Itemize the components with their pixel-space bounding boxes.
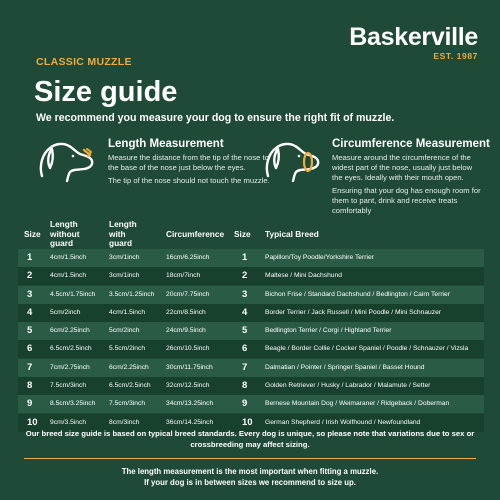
length-measurement-heading: Length Measurement	[108, 138, 224, 150]
breed-cell: Beagle / Border Collie / Cocker Spaniel / Poodle / Schnauzer / Vizsla	[265, 345, 469, 353]
circumference-cell: 18cm/7inch	[166, 272, 201, 280]
size-cell-2: 6	[242, 343, 248, 355]
header-size-2: Size	[234, 229, 251, 239]
circumference-measurement-heading: Circumference Measurement	[332, 138, 490, 150]
product-eyebrow: CLASSIC MUZZLE	[36, 56, 132, 68]
length-without-cell: 4.5cm/1.75inch	[50, 290, 96, 298]
header-circumference: Circumference	[166, 229, 225, 239]
size-cell-2: 3	[242, 288, 248, 300]
length-without-cell: 6cm/2.25inch	[50, 327, 90, 335]
table-row	[18, 267, 484, 285]
length-with-cell: 3cm/1inch	[109, 272, 140, 280]
header-typical-breed: Typical Breed	[265, 229, 319, 239]
length-with-cell: 5cm/2inch	[109, 327, 140, 335]
breed-cell: Bichon Frise / Standard Dachshund / Bedlington / Cairn Terrier	[265, 290, 450, 298]
length-without-cell: 4cm/1.5inch	[50, 272, 87, 280]
length-without-cell: 9cm/3.5inch	[50, 418, 87, 426]
fitting-tip	[20, 466, 480, 488]
size-cell: 7	[27, 361, 33, 373]
brand-name: Baskerville	[349, 23, 478, 51]
circumference-measurement-text: Measure around the circumference of the widest part of the nose, usually just below the eyes. Ideally with their mouth open.	[332, 153, 473, 182]
brand-logo	[349, 24, 478, 61]
table-row	[18, 304, 484, 322]
size-cell: 9	[27, 398, 33, 410]
fitting-tip-line-2: If your dog is in between sizes we recommend to size up.	[144, 478, 356, 487]
size-cell-2: 1	[242, 252, 248, 263]
breed-cell: Bedlington Terrier / Corgi / Highland Terrier	[265, 327, 392, 335]
circumference-cell: 32cm/12.5inch	[166, 382, 210, 390]
intro-text: We recommend you measure your dog to ensure the right fit of muzzle.	[36, 112, 395, 124]
length-without-cell: 6.5cm/2.5inch	[50, 345, 92, 353]
length-without-cell: 4cm/1.5inch	[50, 254, 87, 261]
table-row	[18, 286, 484, 304]
size-cell: 5	[27, 325, 33, 337]
length-without-cell: 5cm/2inch	[50, 308, 81, 316]
brand-established: EST. 1987	[433, 51, 478, 61]
table-row	[18, 395, 484, 413]
circumference-cell: 16cm/6.25inch	[166, 254, 210, 261]
length-with-cell: 3cm/1inch	[109, 254, 140, 261]
table-row	[18, 377, 484, 395]
size-cell-2: 4	[242, 306, 248, 318]
divider	[24, 458, 476, 459]
length-without-cell: 8.5cm/3.25inch	[50, 400, 96, 408]
size-table-body	[18, 249, 484, 432]
size-cell: 6	[27, 343, 33, 355]
circumference-cell: 22cm/8.5inch	[166, 308, 206, 316]
size-cell: 4	[27, 306, 33, 318]
length-without-cell: 7.5cm/3inch	[50, 382, 87, 390]
table-row	[18, 322, 484, 340]
length-measurement-text: Measure the distance from the tip of the nose to the base of the nose just below the eyes.	[108, 153, 269, 172]
size-cell: 3	[27, 288, 33, 300]
size-table-header	[0, 218, 500, 248]
size-cell-2: 5	[242, 325, 248, 337]
table-row	[18, 340, 484, 358]
fitting-tip-line-1: The length measurement is the most important when fitting a muzzle.	[121, 467, 379, 476]
size-cell-2: 9	[242, 398, 248, 410]
breed-cell: Border Terrier / Jack Russell / Mini Poodle / Mini Schnauzer	[265, 308, 442, 316]
circumference-cell: 26cm/10.5inch	[166, 345, 210, 353]
breed-disclaimer: Our breed size guide is based on typical breed standards. Every dog is unique, so please note that variations due to sex or crossbreeding may affect sizing.	[25, 429, 475, 449]
circumference-cell: 24cm/9.5inch	[166, 327, 206, 335]
header-length-with-guard: Length with guard	[109, 219, 137, 248]
breed-cell: Bernese Mountain Dog / Weimaraner / Ridgeback / Doberman	[265, 400, 450, 408]
breed-cell: Papillon/Toy Poodle/Yorkshire Terrier	[265, 254, 374, 261]
size-cell-2: 2	[242, 270, 248, 282]
length-without-cell: 7cm/2.75inch	[50, 363, 90, 371]
size-cell: 2	[27, 270, 33, 282]
size-cell: 8	[27, 380, 33, 392]
length-with-cell: 6cm/2.25inch	[109, 363, 149, 371]
size-cell: 1	[27, 252, 33, 263]
breed-cell: Dalmatian / Pointer / Springer Spaniel / Basset Hound	[265, 363, 425, 371]
length-with-cell: 8cm/3inch	[109, 418, 140, 426]
breed-cell: Maltese / Mini Dachshund	[265, 272, 342, 280]
table-row	[18, 359, 484, 377]
length-with-cell: 7.5cm/3inch	[109, 400, 146, 408]
size-cell-2: 7	[242, 361, 248, 373]
length-measurement-note: The tip of the nose should not touch the muzzle.	[108, 176, 270, 185]
table-row	[18, 249, 484, 267]
circumference-cell: 36cm/14.25inch	[166, 418, 214, 426]
size-cell-2: 10	[242, 416, 253, 428]
dog-head-circumference-icon	[262, 136, 324, 186]
circumference-cell: 20cm/7.75inch	[166, 290, 210, 298]
breed-cell: German Shepherd / Irish Wolfhound / Newfoundland	[265, 418, 421, 426]
dog-head-length-icon	[36, 136, 98, 186]
size-cell: 10	[27, 416, 38, 428]
breed-cell: Golden Retriever / Husky / Labrador / Malamute / Setter	[265, 382, 431, 390]
circumference-cell: 34cm/13.25inch	[166, 400, 214, 408]
circumference-measurement-note: Ensuring that your dog has enough room for them to pant, drink and receive treats comfortably	[332, 186, 481, 215]
length-with-cell: 4cm/1.5inch	[109, 308, 146, 316]
length-with-cell: 5.5cm/2inch	[109, 345, 146, 353]
size-cell-2: 8	[242, 380, 248, 392]
circumference-cell: 30cm/11.75inch	[166, 363, 213, 371]
page-title: Size guide	[34, 76, 178, 108]
length-with-cell: 3.5cm/1.25inch	[109, 290, 155, 298]
header-length-without-guard: Length without guard	[50, 219, 80, 248]
header-size: Size	[24, 229, 41, 239]
length-with-cell: 6.5cm/2.5inch	[109, 382, 151, 390]
